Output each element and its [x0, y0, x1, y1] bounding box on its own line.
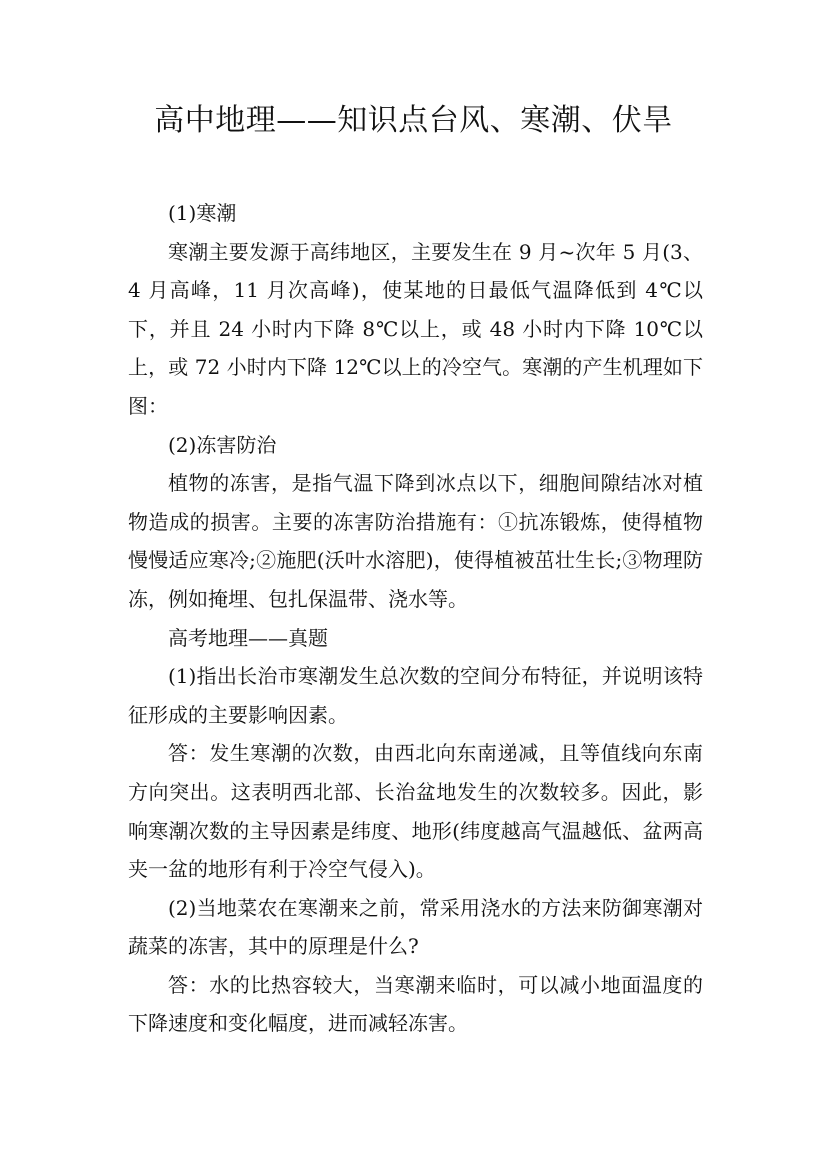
document-body: [128, 194, 703, 1043]
section-heading-exam-questions: 高考地理——真题: [168, 625, 328, 650]
question-1: (1)指出长治市寒潮发生总次数的空间分布特征，并说明该特征形成的主要影响因素。: [128, 664, 703, 727]
question-2: (2)当地菜农在寒潮来之前，常采用浇水的方法来防御寒潮对蔬菜的冻害，其中的原理是什么?: [128, 895, 703, 959]
answer-1: 答：发生寒潮的次数，由西北向东南递减，且等值线向东南方向突出。这表明西北部、长治盆地发生的次数较多。因此，影响寒潮次数的主导因素是纬度、地形(纬度越高气温越低、盆两高夹一盆的地形有利于冷空气侵入)。: [128, 741, 703, 882]
section-heading-frost-prevention: (2)冻害防治: [168, 432, 277, 457]
section-heading-cold-wave: (1)寒潮: [168, 201, 237, 225]
paragraph-frost-prevention: 植物的冻害，是指气温下降到冰点以下，细胞间隙结冰对植物造成的损害。主要的冻害防治措施有：①抗冻锻炼，使得植物慢慢适应寒冷;②施肥(沃叶水溶肥)，使得植被茁壮生长;③物理防冻，例如掩埋、包扎保温带、浇水等。: [128, 471, 703, 611]
answer-2: 答：水的比热容较大，当寒潮来临时，可以减小地面温度的下降速度和变化幅度，进而减轻冻害。: [128, 972, 703, 1036]
paragraph-cold-wave-definition: 寒潮主要发源于高纬地区，主要发生在 9 月~次年 5 月(3、4 月高峰，11 月次高峰)，使某地的日最低气温降低到 4℃以下，并且 24 小时内下降 8℃以上，或 48 小时内下降 10℃以上，或 72 小时内下降 12℃以上的冷空气。寒潮的产生机理如下图：: [128, 239, 703, 418]
document-title: 高中地理——知识点台风、寒潮、伏旱: [154, 103, 673, 138]
